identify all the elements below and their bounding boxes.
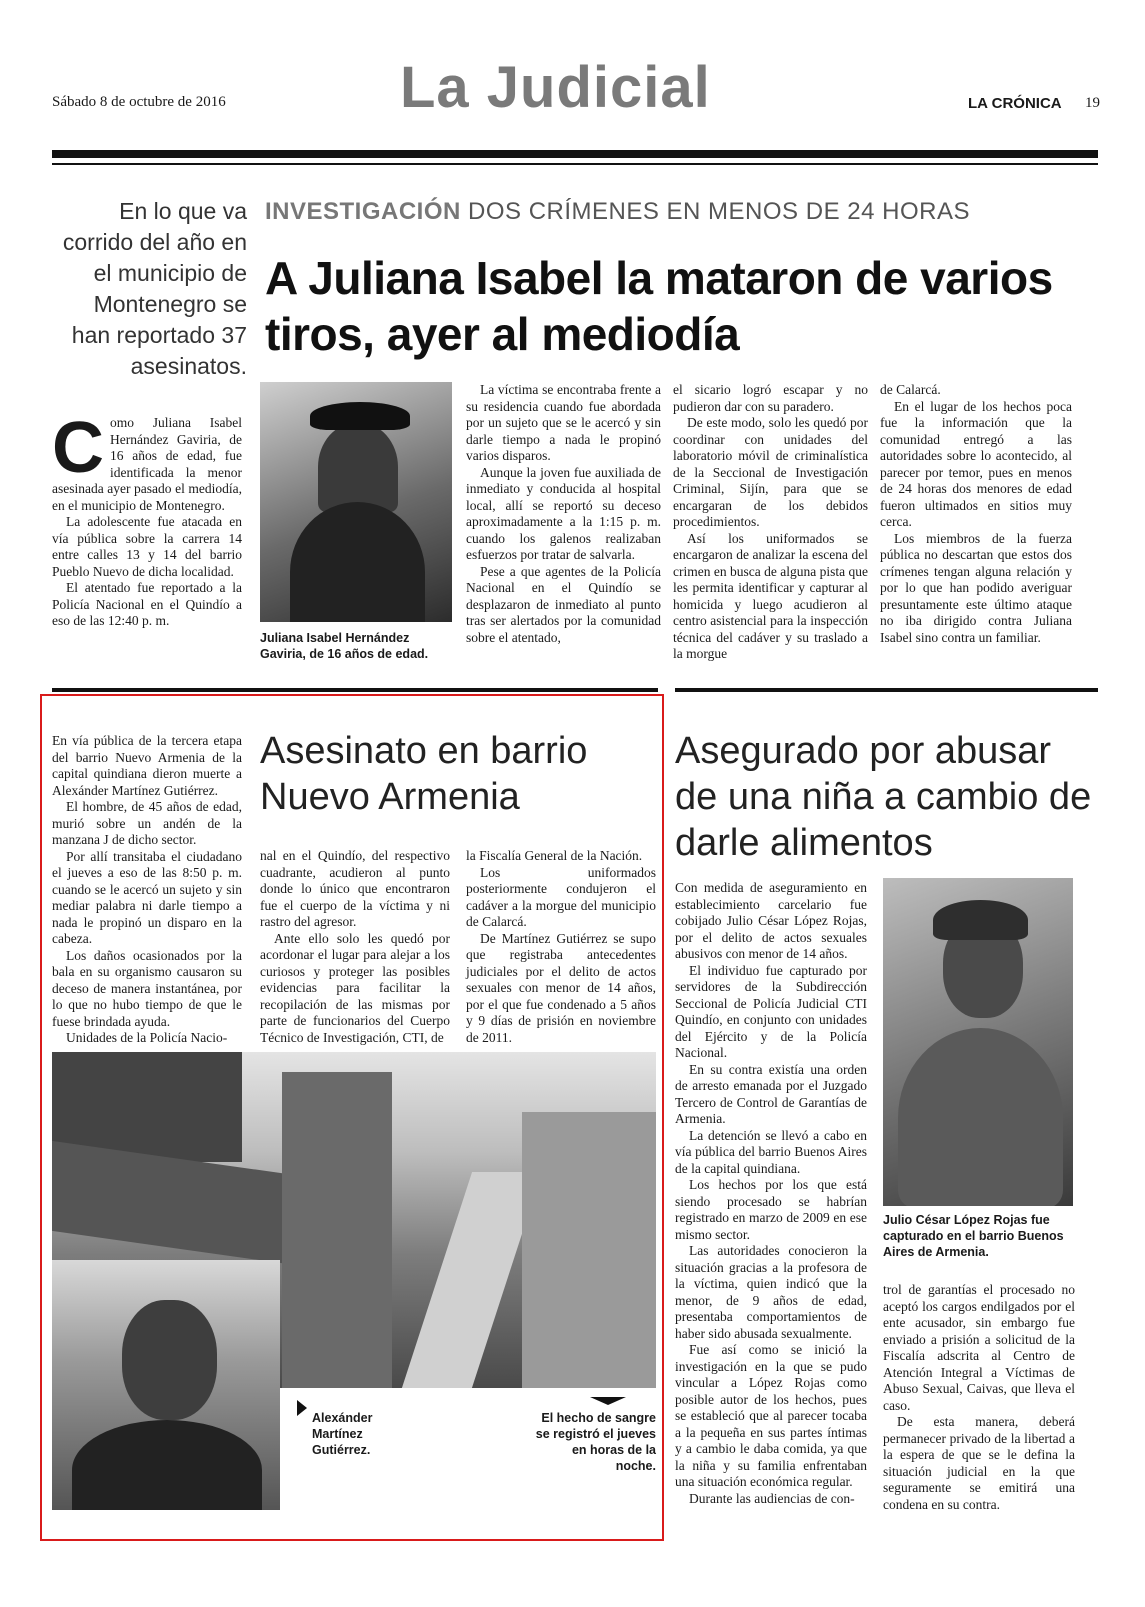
paragraph: el sicario logró escapar y no pudieron dar con su paradero. (673, 382, 868, 414)
story2-column-2 (260, 848, 450, 1046)
header-rule-thin (52, 163, 1098, 165)
page-number: 19 (1085, 95, 1100, 111)
story2-column-1 (52, 733, 242, 1047)
paragraph: La adolescente fue atacada en vía pública sobre la carrera 14 entre calles 13 y 14 del barrio Pueblo Nuevo de dicha localidad. (52, 514, 242, 579)
newspaper-brand: LA CRÓNICA (968, 95, 1062, 112)
dropcap: C (52, 408, 104, 488)
main-headline: A Juliana Isabel la mataron de varios tiros, ayer al mediodía (265, 252, 1053, 360)
paragraph: De esta manera, deberá permanecer privado de la libertad a la espera de que se le defina la situación judicial en la que seguramente se emitirá una condena en su contra. (883, 1414, 1075, 1512)
paragraph: De Martínez Gutiérrez se supo que registraba antecedentes judiciales por el delito de actos sexuales con menor de 14 años, por el que fue condenado a 5 años y 9 días de prisión en noviembre de 2011. (466, 930, 656, 1045)
paragraph: nal en el Quindío, del respectivo cuadrante, acudieron al punto donde lo único que encontraron fue el cuerpo de la víctima y ni rastro del agresor. (260, 848, 450, 929)
section-rule-right (675, 688, 1098, 692)
accused-photo (883, 878, 1073, 1206)
issue-date: Sábado 8 de octubre de 2016 (52, 94, 226, 110)
paragraph: Los daños ocasionados por la bala en su organismo causaron su deceso de manera instantánea, por lo que no hubo tiempo de que le fuese brindada ayuda. (52, 947, 242, 1029)
crime-scene-caption: El hecho de sangre se registró el jueves en horas de la noche. (535, 1411, 656, 1473)
paragraph: El hombre, de 45 años de edad, murió sobre un andén de la manzana J de dicho sector. (52, 799, 242, 847)
paragraph: La víctima se encontraba frente a su residencia cuando fue abordada por un sujeto que se le acercó y sin darle tiempo a nada le propinó varios disparos. (466, 382, 661, 463)
story2-column-3 (466, 848, 656, 1046)
top-story-column-1 (52, 408, 242, 630)
paragraph: Por allí transitaba el ciudadano el jueves a eso de las 8:50 p. m. cuando se le acercó un sujeto y sin mediar palabra ni darle tiempo a nada le propinó un disparo en la cabeza. (52, 848, 242, 946)
kicker-rest: DOS CRÍMENES EN MENOS DE 24 HORAS (460, 198, 970, 225)
victim-photo (260, 382, 452, 622)
section-rule-left (52, 688, 658, 692)
caption-arrow-down (590, 1397, 626, 1405)
victim-portrait-caption: Alexánder Martínez Gutiérrez. (312, 1411, 373, 1457)
paragraph: Aunque la joven fue auxiliada de inmediato y conducida al hospital local, allí se reportó su deceso aproximadamente a la 1:15 p. m. cuando los galenos realizaban esfuerzos por tratar de salvarla. (466, 464, 661, 562)
paragraph: Unidades de la Policía Nacio- (66, 1030, 228, 1045)
caption-arrow-left (297, 1400, 307, 1416)
story3-column-2 (883, 1282, 1075, 1513)
paragraph: La detención se llevó a cabo en vía pública del barrio Buenos Aires de la capital quindiana. (675, 1127, 867, 1176)
paragraph: Fue así como se inició la investigación en la que se pudo vincular a López Rojas como posible autor de los hechos, pues se estableció que al parecer tocaba a la pequeña en sus partes íntimas y a cambio le daba comida, ya que la niña y su familia enfrentaban una situación económica regular. (675, 1342, 867, 1489)
paragraph: En su contra existía una orden de arresto emanada por el Juzgado Tercero de Control de Garantías de Armenia. (675, 1061, 867, 1126)
story-kicker (265, 198, 970, 226)
top-story-column-2 (466, 382, 661, 646)
paragraph: Así los uniformados se encargaron de analizar la escena del crimen en busca de alguna pista que les permita identificar y capturar al homicida y luego acudieron al centro asistencial para la inspección técnica del cadáver y su traslado a la morgue (673, 530, 868, 661)
paragraph: omo Juliana Isabel Hernández Gaviria, de 16 años de edad, fue identificada la menor asesinada ayer pasado el mediodía, en el municipio de Montenegro. (52, 415, 242, 513)
paragraph: En vía pública de la tercera etapa del barrio Nuevo Armenia de la capital quindiana dieron muerte a Alexánder Martínez Gutiérrez. (52, 733, 242, 798)
paragraph: Los uniformados posteriormente condujeron el cadáver a la morgue del municipio de Calarcá. (466, 864, 656, 929)
paragraph: Pese a que agentes de la Policía Nacional en el Quindío se desplazaron de inmediato al punto tras ser alertados por la comunidad sobre el atentado, (466, 563, 661, 645)
paragraph: El individuo fue capturado por servidores de la Subdirección Seccional de Policía Judicial CTI Quindío, en conjunto con unidades del Ejército y de la Policía Nacional. (675, 962, 867, 1060)
victim-portrait-photo (52, 1260, 280, 1510)
paragraph: De este modo, solo les quedó por coordinar con unidades del laboratorio móvil de criminalística de la Seccional de Investigación Criminal, Sijín, para que se encargaran de los debidos procedimientos. (673, 415, 868, 529)
header-rule-thick (52, 150, 1098, 158)
top-story-column-3 (673, 382, 868, 663)
story3-headline: Asegurado por abusar de una niña a cambio de darle alimentos (675, 730, 1092, 864)
paragraph: Ante ello solo les quedó por acordonar el lugar para alejar a los curiosos y proteger las posibles evidencias para facilitar la recopilación de las mismas por parte de funcionarios del Cuerpo Técnico de Investigación, CTI, de (260, 930, 450, 1045)
paragraph: Los hechos por los que está siendo procesado se habrían registrado en marzo de 2009 en ese mismo sector. (675, 1177, 867, 1242)
paragraph: de Calarcá. (880, 382, 941, 397)
section-title: La Judicial (400, 55, 711, 120)
accused-photo-caption: Julio César López Rojas fue capturado en el barrio Buenos Aires de Armenia. (883, 1213, 1064, 1259)
paragraph: El atentado fue reportado a la Policía Nacional en el Quindío a eso de las 12:40 p. m. (52, 580, 242, 628)
paragraph: Las autoridades conocieron la situación gracias a la profesora de la víctima, quien indicó que la menor, de 9 años de edad, presentaba comportamientos de haber sido abusada sexualmente. (675, 1243, 867, 1341)
side-quote: En lo que va corrido del año en el municipio de Montenegro se han reportado 37 asesinatos. (62, 198, 247, 379)
victim-photo-caption: Juliana Isabel Hernández Gaviria, de 16 años de edad. (260, 631, 429, 661)
kicker-bold: INVESTIGACIÓN (265, 198, 461, 225)
paragraph: En el lugar de los hechos poca fue la información que la comunidad entregó a las autoridades sobre lo acontecido, al parecer por temor, pues en menos de 24 horas dos menores de edad fueron ultimados en sitios muy cerca. (880, 398, 1072, 529)
paragraph: la Fiscalía General de la Nación. (466, 848, 643, 863)
paragraph: Durante las audiencias de con- (689, 1490, 855, 1506)
top-story-column-4 (880, 382, 1072, 646)
paragraph: Los miembros de la fuerza pública no descartan que estos dos crímenes tengan alguna relación y por lo que han podido averiguar presuntamente este último ataque no iba dirigido contra Juliana Isabel sino contra un familiar. (880, 530, 1072, 645)
story2-headline: Asesinato en barrio Nuevo Armenia (260, 730, 588, 818)
paragraph: trol de garantías el procesado no aceptó los cargos endilgados por el ente acusador, sin embargo fue enviado a prisión a solicitud de la Fiscalía adscrita al Centro de Atención Integral a Víctimas de Abuso Sexual, Caivas, que lleva el caso. (883, 1282, 1075, 1413)
paragraph: Con medida de aseguramiento en establecimiento carcelario fue cobijado Julio César López Rojas, por el delito de actos sexuales abusivos con menor de 14 años. (675, 880, 867, 961)
story3-column-1 (675, 880, 867, 1507)
